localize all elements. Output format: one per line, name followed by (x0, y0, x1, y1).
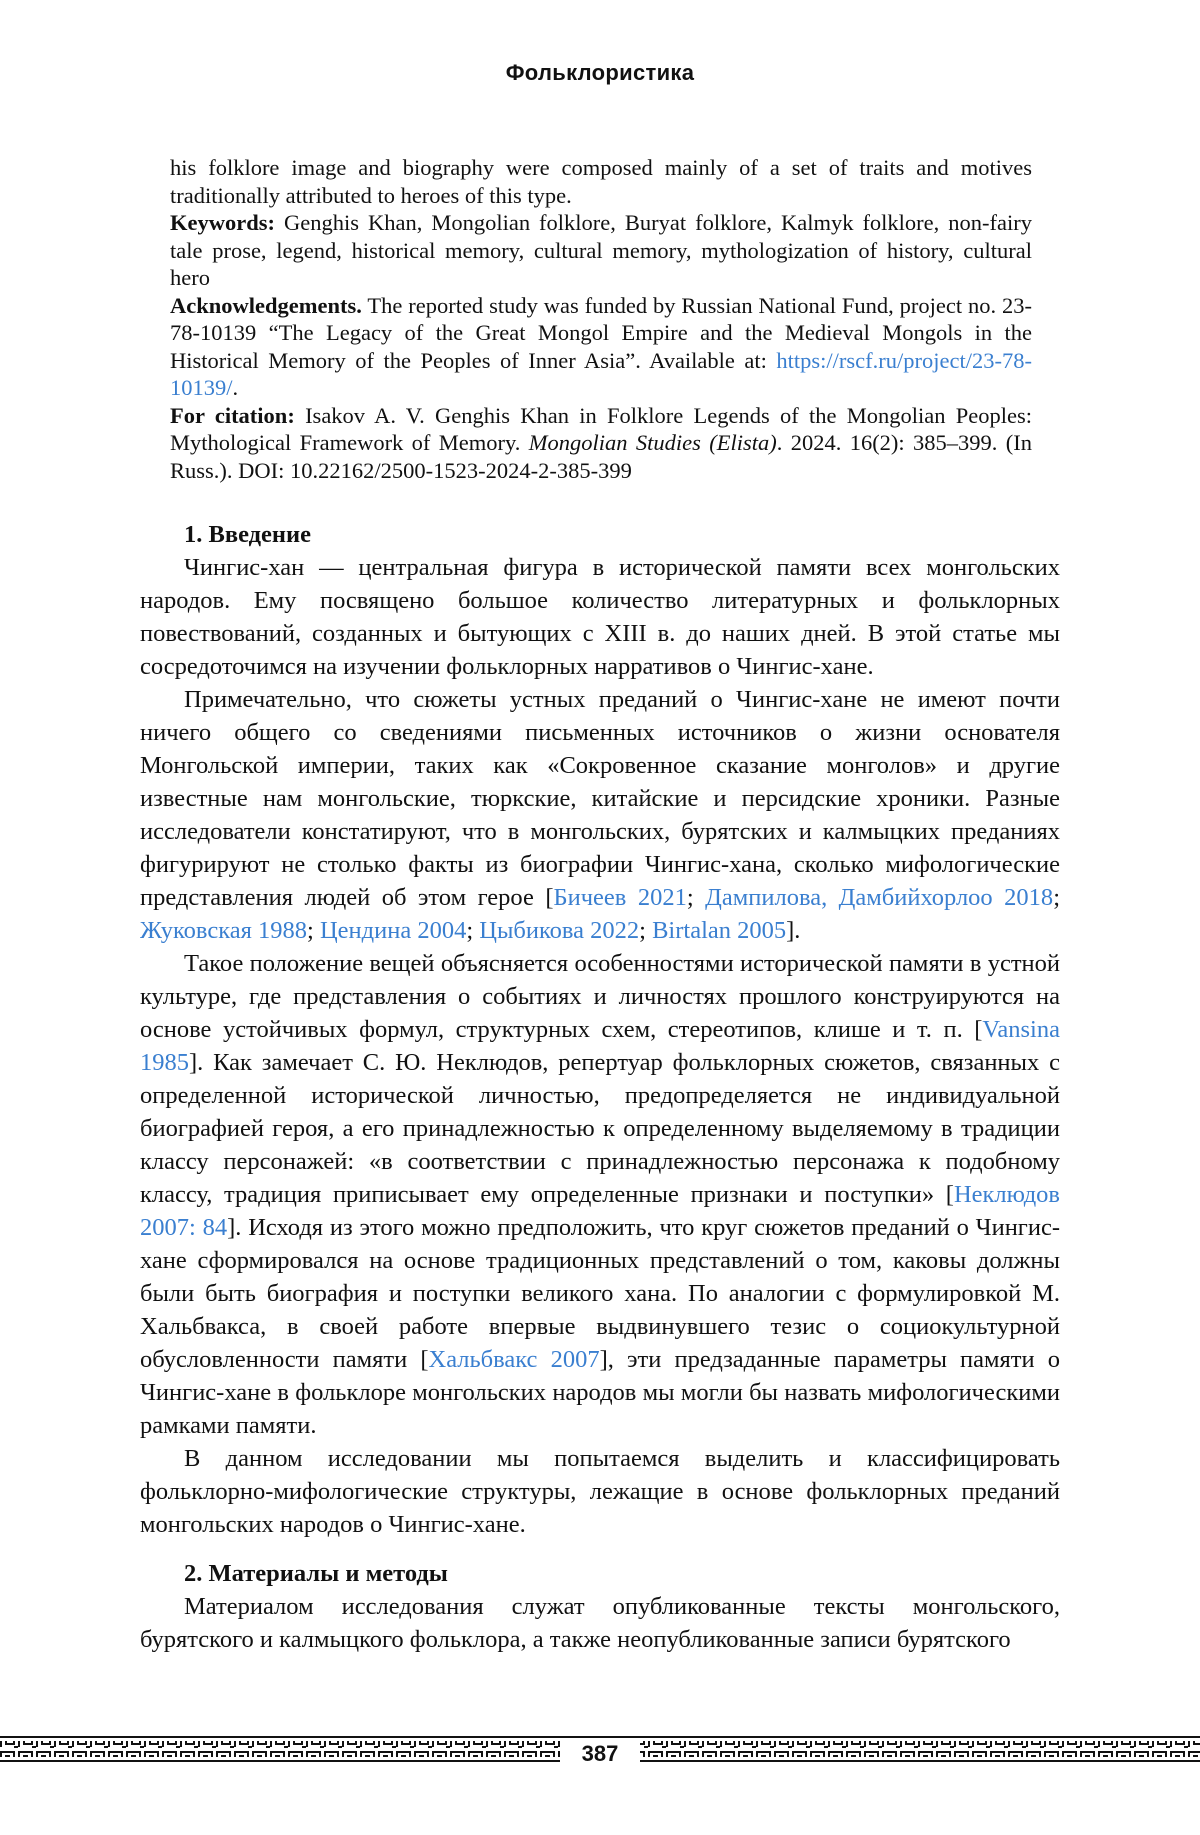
page-footer (0, 1733, 1200, 1773)
abstract-block (170, 154, 1032, 484)
citation-text: Isakov A. V. Genghis Khan in Folklore Legends of the Mongolian Peoples: Mythological Framework of Memory. (170, 402, 1032, 455)
paragraph-3-text-b: ]. Как замечает С. Ю. Неклюдов, репертуар фольклорных сюжетов, связанных с определенной исторической личностью, предопределяется не индивидуальной биографией героя, а его принадлежностью к определенному выделяемому в традиции классу персонажей: «в соответствии с принадлежностью персонажа к подобному классу, традиция приписывает ему определенные признаки и поступки» [ (140, 1049, 1060, 1208)
paragraph-5: Материалом исследования служат опубликованные тексты монгольского, бурятского и калмыцкого фольклора, а также неопубликованные записи бурятского (140, 1593, 1060, 1653)
rscf-project-link[interactable]: https://rscf.ru/project/23-78-10139/ (170, 347, 1032, 400)
ref-separator: ; (686, 884, 706, 911)
keywords-label: Keywords: (170, 210, 275, 235)
ref-separator: ; (1053, 884, 1060, 911)
ref-neklyudov[interactable]: Неклюдов 2007: 84 (140, 1181, 1060, 1241)
page-number: 387 (560, 1741, 640, 1767)
running-head: Фольклористика (505, 60, 695, 85)
ref-close: ]. (786, 917, 801, 944)
ref-tsybikova[interactable]: Цыбикова 2022 (479, 917, 640, 944)
ref-separator: ; (639, 917, 653, 944)
ref-halbwachs[interactable]: Хальбвакс 2007 (428, 1346, 600, 1373)
citation-label: For citation: (170, 402, 295, 428)
section-heading-introduction: 1. Введение (184, 521, 311, 548)
paragraph-3-text-d: ], эти предзаданные параметры памяти о Чингис-хане в фольклоре монгольских народов мы могли бы назвать мифологическими рамками памяти. (140, 1346, 1060, 1439)
article-body (140, 518, 1060, 1656)
acknowledgements-text: The reported study was funded by Russian National Fund, project no. 23-78-10139 “The Legacy of the Great Mongol Empire and the Medieval Mongols in the Historical Memory of the Peoples of Inner Asia”. Available at: (170, 292, 1032, 373)
ref-zhukovskaya[interactable]: Жуковская 1988 (140, 917, 308, 944)
acknowledgements-label: Acknowledgements. (170, 292, 362, 318)
ref-bicheev[interactable]: Бичеев 2021 (553, 884, 687, 911)
paragraph-3 (140, 947, 1060, 1442)
ref-birtalan[interactable]: Birtalan 2005 (652, 917, 787, 944)
acknowledgements-end: . (232, 375, 239, 400)
paragraph-4: В данном исследовании мы попытаемся выделить и классифицировать фольклорно-мифологические структуры, лежащие в основе фольклорных преданий монгольских народов о Чингис-хане. (140, 1445, 1060, 1538)
ref-separator: ; (466, 917, 480, 944)
paragraph-2-text: Примечательно, что сюжеты устных преданий о Чингис-хане не имеют почти ничего общего со сведениями письменных источников о жизни основателя Монгольской империи, таких как «Сокровенное сказание монголов» и другие известные нам монгольские, тюркские, китайские и персидские хроники. Разные исследователи констатируют, что в монгольских, бурятских и калмыцких преданиях фигурируют не столько факты из биографии Чингис-хана, сколько мифологические представления людей об этом герое [ (140, 686, 1060, 911)
abstract-continuation: his folklore image and biography were composed mainly of a set of traits and motives traditionally attributed to heroes of this type. (170, 155, 1032, 208)
citation (170, 402, 1032, 485)
paragraph-3-text-a: Такое положение вещей объясняется особенностями исторической памяти в устной культуре, где представления о событиях и личностях прошлого конструируются на основе устойчивых формул, структурных схем, стереотипов, клише и т. п. [ (140, 950, 1060, 1043)
keywords (170, 209, 1032, 292)
paragraph-2 (140, 683, 1060, 947)
ref-tsendina[interactable]: Цендина 2004 (319, 917, 467, 944)
ref-separator: ; (307, 917, 320, 944)
citation-journal: Mongolian Studies (Elista) (528, 430, 777, 455)
paragraph-1: Чингис-хан — центральная фигура в исторической памяти всех монгольских народов. Ему посвящено большое количество литературных и фольклорных повествований, созданных и бытующих с XIII в. до наших дней. В этой статье мы сосредоточимся на изучении фольклорных нарративов о Чингис-хане. (140, 554, 1060, 680)
paragraph-3-text-c: ]. Исходя из этого можно предположить, что круг сюжетов преданий о Чингис-хане сформировался на основе традиционных представлений о том, каковы должны были быть биография и поступки великого хана. По аналогии с формулировкой М. Хальбвакса, в своей работе впервые выдвинувшего тезис о социокультурной обусловленности памяти [ (140, 1214, 1060, 1373)
ref-vansina[interactable]: Vansina 1985 (140, 1016, 1060, 1076)
acknowledgements (170, 292, 1032, 402)
ref-dampilova[interactable]: Дампилова, Дамбийхорлоо 2018 (705, 884, 1054, 911)
citation-end: . 2024. 16(2): 385–399. (In Russ.). DOI: 10.22162/2500-1523-2024-2-385-399 (170, 430, 1033, 483)
section-heading-methods: 2. Материалы и методы (184, 1560, 448, 1587)
keywords-text: Genghis Khan, Mongolian folklore, Buryat folklore, Kalmyk folklore, non-fairy tale prose, legend, historical memory, cultural memory, mythologization of history, cultural hero (170, 210, 1032, 290)
